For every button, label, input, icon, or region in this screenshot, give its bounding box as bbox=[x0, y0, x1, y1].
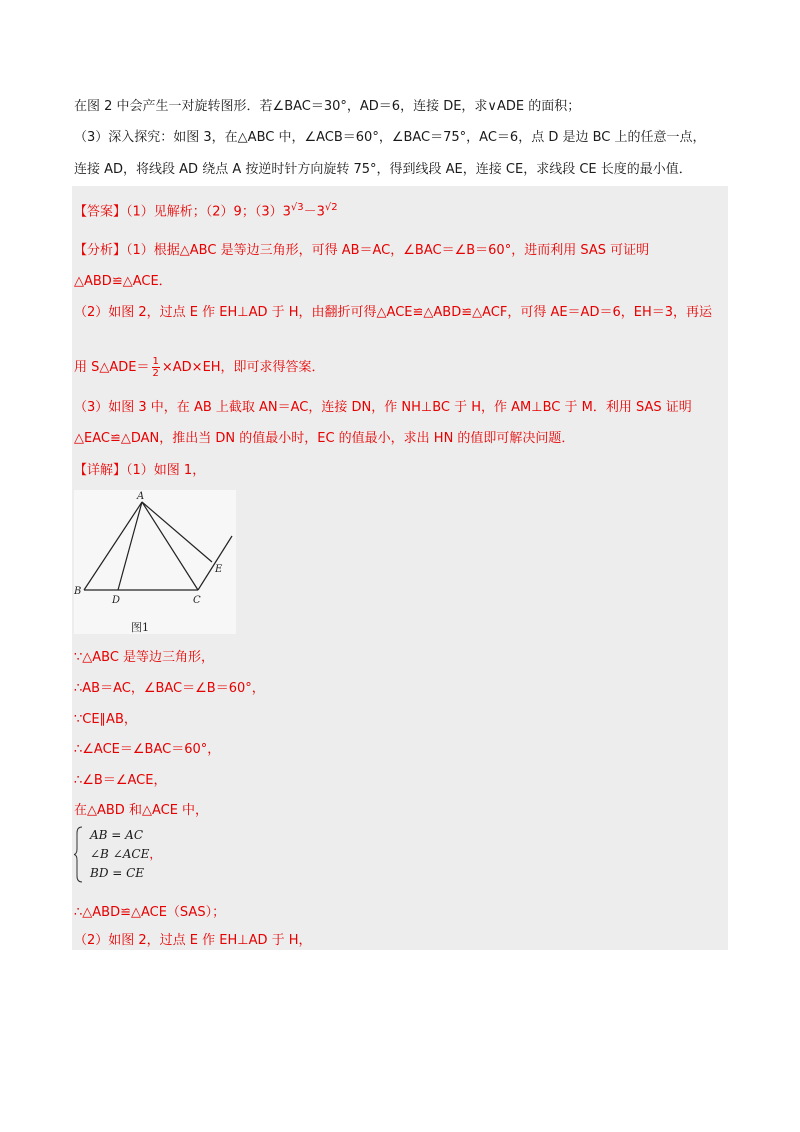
detail-label: 【详解】 bbox=[74, 463, 127, 478]
fraction-half: $\frac{1}{2}$ bbox=[152, 356, 159, 379]
step-1: ∵△ABC 是等边三角形， bbox=[74, 650, 215, 665]
analysis-p2a: （2）如图 2，过点 E 作 EH⊥AD 于 H，由翻折可得△ACE≌△ABD≌△ACF，可得 AE＝AD＝6，EH＝3，再运 bbox=[74, 305, 712, 320]
segment-AE bbox=[142, 502, 212, 562]
answer-label: 【答案】 bbox=[74, 204, 127, 220]
answer-text: （1）见解析；（2）9；（3）3 bbox=[126, 204, 291, 220]
answer-mid: －3 bbox=[303, 204, 325, 220]
analysis-p3a: （3）如图 3 中，在 AB 上截取 AN＝AC，连接 DN，作 NH⊥BC 于 H，作 AM⊥BC 于 M．利用 SAS 证明 bbox=[74, 400, 692, 415]
ray-CE bbox=[198, 536, 232, 590]
analysis-label: 【分析】 bbox=[74, 243, 127, 258]
segment-AD bbox=[118, 502, 142, 590]
question-line-3: 连接 AD，将线段 AD 绕点 A 按逆时针方向旋转 75°，得到线段 AE，连接 CE，求线段 CE 长度的最小值． bbox=[74, 162, 692, 177]
label-C: C bbox=[193, 595, 201, 606]
figure-1 bbox=[74, 490, 236, 634]
figure-1-diagram bbox=[74, 490, 236, 634]
question-line-1: 在图 2 中会产生一对旋转图形．若∠BAC＝30°，AD＝6，连接 DE，求∨ADE 的面积； bbox=[74, 99, 581, 114]
answer-sqrt-2: √2 bbox=[324, 202, 338, 213]
system-eq-2: ∠B ∠ACE， bbox=[90, 847, 162, 861]
label-A: A bbox=[137, 491, 145, 502]
detail-intro: （1）如图 1， bbox=[126, 463, 206, 478]
detail-part-2: （2）如图 2，过点 E 作 EH⊥AD 于 H， bbox=[74, 933, 312, 948]
answer-line bbox=[74, 198, 338, 222]
segment-AB bbox=[84, 502, 142, 590]
equation-system bbox=[74, 826, 161, 883]
label-B: B bbox=[74, 586, 82, 597]
analysis-p1b: △ABD≌△ACE． bbox=[74, 274, 172, 289]
label-E: E bbox=[215, 564, 223, 575]
analysis-p1a: （1）根据△ABC 是等边三角形，可得 AB＝AC，∠BAC＝∠B＝60°，进而利用 SAS 可证明 bbox=[126, 243, 650, 258]
system-eq-3: BD = CE bbox=[90, 866, 145, 880]
conclusion-1: ∴△ABD≌△ACE（SAS）； bbox=[74, 905, 226, 920]
analysis-p2b bbox=[74, 356, 325, 379]
step-2: ∴AB＝AC，∠BAC＝∠B＝60°， bbox=[74, 681, 265, 696]
analysis-p2b-post: ×AD×EH，即可求得答案． bbox=[161, 360, 325, 375]
step-4: ∴∠ACE＝∠BAC＝60°， bbox=[74, 742, 221, 757]
analysis-p2b-pre: 用 S△ADE＝ bbox=[74, 360, 150, 375]
step-6: 在△ABD 和△ACE 中， bbox=[74, 803, 209, 818]
answer-sqrt-1: √3 bbox=[290, 202, 304, 213]
segment-AC bbox=[142, 502, 198, 590]
system-eq-1: AB = AC bbox=[90, 828, 144, 842]
left-brace-icon bbox=[74, 826, 84, 883]
question-line-2: （3）深入探究：如图 3，在△ABC 中，∠ACB＝60°，∠BAC＝75°，AC＝6，点 D 是边 BC 上的任意一点， bbox=[74, 130, 706, 145]
analysis-line-1 bbox=[74, 241, 649, 261]
step-5: ∴∠B＝∠ACE， bbox=[74, 773, 167, 788]
step-3: ∵CE∥AB， bbox=[74, 712, 137, 727]
label-D: D bbox=[112, 595, 121, 606]
analysis-p3b: △EAC≌△DAN，推出当 DN 的值最小时，EC 的值最小，求出 HN 的值即可解决问题． bbox=[74, 431, 575, 446]
figure-caption: 图1 bbox=[131, 621, 149, 634]
detail-line bbox=[74, 461, 205, 481]
